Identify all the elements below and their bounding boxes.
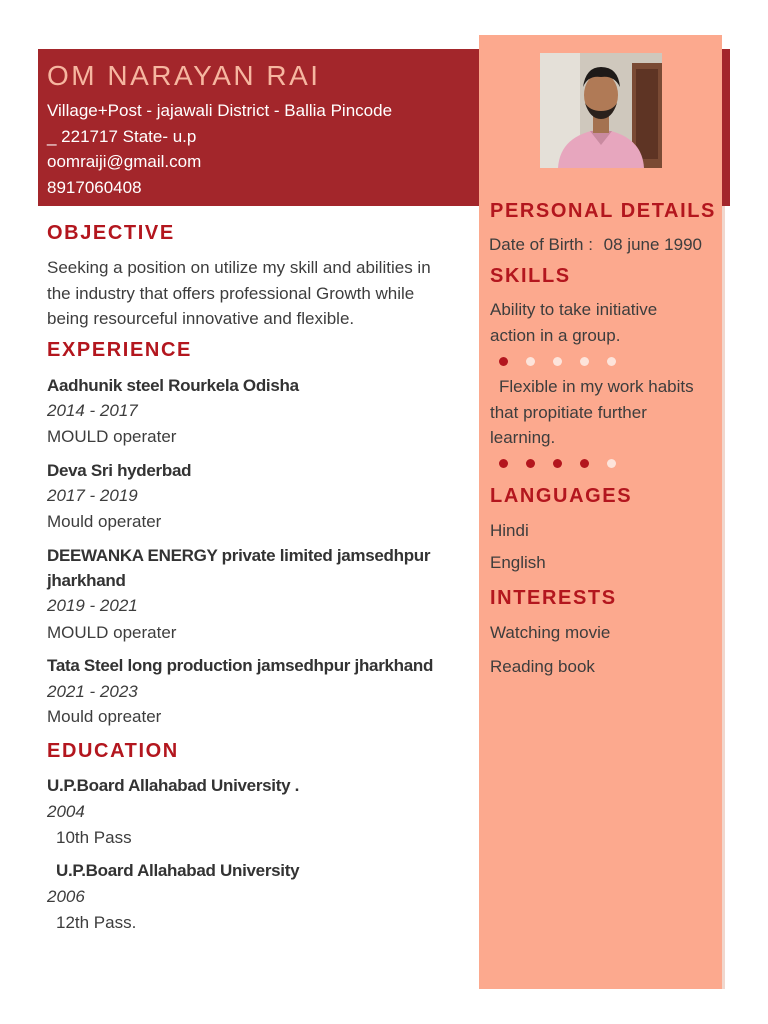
- skill-dot-filled: [499, 357, 508, 366]
- education-result: 12th Pass.: [56, 913, 137, 932]
- date-of-birth: [489, 232, 702, 257]
- experience-dates: 2014 - 2017: [47, 401, 138, 420]
- email[interactable]: oomraiji@gmail.com: [47, 152, 202, 171]
- education-year: 2004: [47, 802, 85, 821]
- skill-item: [490, 374, 715, 451]
- experience-role: MOULD operater: [47, 427, 177, 446]
- experience-company-cont: jharkhand: [47, 571, 126, 590]
- skill-rating: [499, 459, 616, 468]
- education-result: 10th Pass: [56, 828, 132, 847]
- phone: 8917060408: [47, 177, 142, 197]
- skill-dot-filled: [499, 459, 508, 468]
- skill-line: that propitiate further: [490, 402, 647, 422]
- skill-dot-filled: [580, 459, 589, 468]
- experience-company: Deva Sri hyderbad: [47, 461, 192, 480]
- experience-role: Mould operater: [47, 512, 162, 531]
- education-school: U.P.Board Allahabad University .: [47, 776, 300, 795]
- sidebar: [479, 35, 722, 989]
- profile-photo: [540, 53, 662, 168]
- language-item: Hindi: [490, 521, 529, 540]
- skill-dot-empty: [607, 357, 616, 366]
- dob-label: Date of Birth :: [489, 235, 593, 254]
- interest-item: Reading book: [490, 657, 595, 676]
- objective-line: the industry that offers professional Growth while: [47, 283, 415, 303]
- experience-company: Aadhunik steel Rourkela Odisha: [47, 376, 299, 395]
- dob-value: 08 june 1990: [603, 235, 702, 254]
- experience-dates: 2019 - 2021: [47, 596, 138, 615]
- profile-photo-icon: [540, 53, 662, 168]
- language-item: English: [490, 553, 546, 572]
- skill-line: Flexible in my work habits: [499, 377, 694, 396]
- candidate-name: OM NARAYAN RAI: [47, 60, 321, 91]
- skills-title: SKILLS: [490, 265, 571, 287]
- skill-line: action in a group.: [490, 325, 621, 345]
- skill-item: [490, 297, 715, 348]
- objective-line: being resourceful innovative and flexible.: [47, 309, 355, 328]
- personal-details-title: PERSONAL DETAILS: [490, 200, 716, 222]
- education-school: U.P.Board Allahabad University: [56, 861, 300, 880]
- skill-dot-filled: [526, 459, 535, 468]
- skill-dot-filled: [553, 459, 562, 468]
- address-line-1: Village+Post - jajawali District - Ballia Pincode: [47, 101, 393, 120]
- skill-rating: [499, 357, 616, 366]
- skill-dot-empty: [580, 357, 589, 366]
- education-year: 2006: [47, 887, 85, 906]
- interests-title: INTERESTS: [490, 587, 617, 609]
- address-line-2: _ 221717 State- u.p: [47, 126, 197, 146]
- skill-dot-empty: [553, 357, 562, 366]
- experience-role: MOULD operater: [47, 623, 177, 642]
- experience-title: EXPERIENCE: [47, 339, 192, 361]
- interest-item: Watching movie: [490, 623, 611, 642]
- sidebar-shadow: [722, 206, 725, 989]
- skill-line: learning.: [490, 428, 556, 447]
- skill-dot-empty: [607, 459, 616, 468]
- skill-dot-empty: [526, 357, 535, 366]
- skill-line: Ability to take initiative: [490, 300, 658, 319]
- header-contact-block: [47, 58, 467, 200]
- objective-text: [47, 255, 472, 332]
- education-title: EDUCATION: [47, 740, 179, 762]
- experience-company: Tata Steel long production jamsedhpur jharkhand: [47, 656, 434, 675]
- experience-company: DEEWANKA ENERGY private limited jamsedhpur: [47, 546, 431, 565]
- objective-title: OBJECTIVE: [47, 222, 175, 244]
- experience-dates: 2021 - 2023: [47, 682, 138, 701]
- objective-line: Seeking a position on utilize my skill and abilities in: [47, 258, 431, 277]
- experience-role: Mould opreater: [47, 707, 162, 726]
- experience-dates: 2017 - 2019: [47, 486, 138, 505]
- languages-title: LANGUAGES: [490, 485, 633, 507]
